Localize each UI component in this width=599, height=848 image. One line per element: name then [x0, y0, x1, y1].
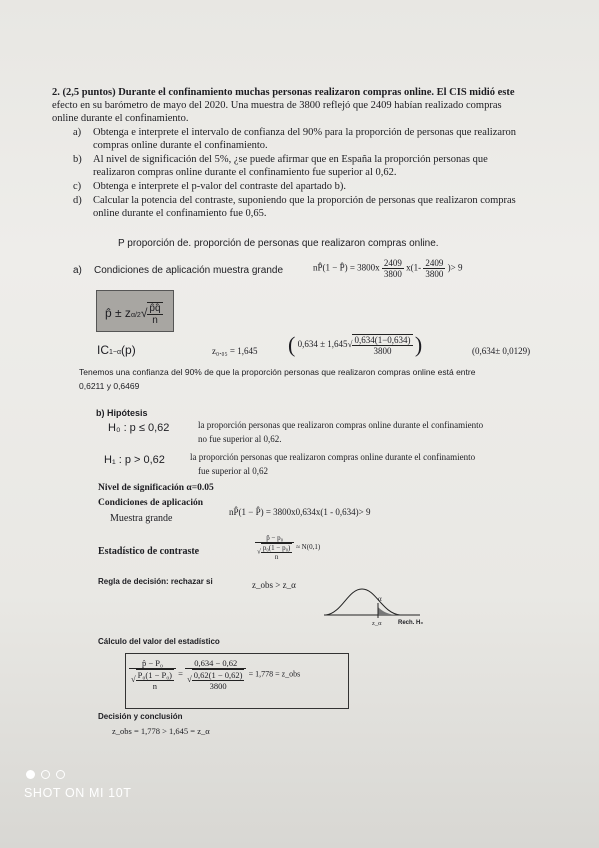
item-d-line1: Calcular la potencia del contraste, suponiendo que la proporción de personas que realizaron compras [93, 195, 516, 206]
curve-reject: Rech. H₀ [398, 620, 424, 626]
conditions-title: Condiciones de aplicación [98, 498, 204, 508]
conditions-formula: nP̂(1 − P̂) = 3800x0,634x(1 - 0,634)> 9 [229, 507, 371, 517]
part-b-label: b) Hipótesis [96, 408, 148, 418]
item-a-line2: compras online durante el confinamiento. [93, 140, 268, 151]
watermark-dot-icon [41, 770, 50, 779]
watermark-dots [26, 766, 71, 784]
significance-level: Nivel de significación α=0.05 [98, 483, 214, 493]
item-d-line2: online durante el confinamiento fue 0,65. [93, 208, 267, 219]
calc-box: p̂ − P₀ √ $\frac{\text{P₀(1 − P₀)}}{n}$ = 0,634 − 0,62 √ $\frac{0,62(1 - 0,62)}{3800}$ = 1,778 = z_obs [125, 653, 349, 709]
statistic-formula: p̂ − p₀ √ $\frac{\text{p₀(1 − p₀)}}{n}$ ≈ N(0,1) [257, 534, 321, 561]
item-a-letter: a) [73, 127, 82, 138]
decision-title: Decisión y conclusión [98, 712, 183, 721]
interpretation-line-2: 0,6211 y 0,6469 [79, 381, 140, 391]
item-b-line1: Al nivel de significación del 5%, ¿se puede afirmar que en España la proporción personas que [93, 154, 488, 165]
ci-formula-box: p̂ ± zα/2√ $\frac{p̂q̂}{n}$ [96, 290, 174, 332]
problem-line-2: efecto en su barómetro de mayo del 2020. Una muestra de 3800 reflejó que 2409 habían realizado compras [52, 100, 502, 111]
h1-text-2: fue superior al 0,62 [198, 466, 268, 476]
h0-text-2: no fue superior al 0,62. [198, 434, 282, 444]
item-a-line1: Obtenga e interprete el intervalo de confianza del 90% para la proporción de personas que realizaron [93, 127, 517, 138]
decision-rule-formula: z_obs > z_α [252, 580, 296, 590]
problem-line-3: online durante el confinamiento. [52, 113, 189, 124]
problem-line-1: 2. (2,5 puntos) Durante el confinamiento muchas personas realizaron compras online. El CIS midió este [52, 87, 515, 98]
interpretation-line-1: Tenemos una confianza del 90% de que la proporción personas que realizaron compras online está entre [79, 367, 476, 377]
watermark-dot-icon [56, 770, 65, 779]
item-b-line2: realizaron compras online durante el confinamiento fue superior al 0,62. [93, 167, 397, 178]
part-a-conditions-text: Condiciones de aplicación muestra grande [94, 265, 284, 276]
part-a-conditions-formula: nP̂(1 − P̂) = 3800x $\frac{2409}{3800}$ x(1- $\frac{2409}{3800}$ )> 9 [313, 258, 463, 279]
ci-result: (0,634± 0,0129) [472, 346, 531, 356]
calc-title: Cálculo del valor del estadístico [98, 637, 220, 646]
conditions-sub: Muestra grande [110, 513, 173, 524]
decision-formula: z_obs = 1,778 > 1,645 = z_α [112, 726, 210, 736]
ci-calculation: ( 0,634 ± 1,645√ $\frac{0,634(1-0,634)}{3800}$ ) [288, 332, 423, 357]
z-value: z₀.₀₅ = 1,645 [212, 346, 258, 356]
h0-text-1: la proporción personas que realizaron compras online durante el confinamiento [198, 420, 484, 430]
variable-definition: P proporción de. proporción de personas que realizaron compras online. [118, 238, 439, 249]
h1-text-1: la proporción personas que realizaron compras online durante el confinamiento [190, 452, 476, 462]
curve-alpha: α [378, 595, 382, 603]
part-a-label: a) [73, 265, 82, 276]
item-c-line1: Obtenga e interprete el p-valor del contraste del apartado b). [93, 181, 347, 192]
decision-rule-label: Regla de decisión: rechazar si [98, 577, 213, 586]
curve-z: z_α [372, 620, 382, 627]
watermark-dot-icon [26, 770, 35, 779]
statistic-label: Estadístico de contraste [98, 546, 200, 557]
item-d-letter: d) [73, 195, 82, 206]
item-c-letter: c) [73, 181, 82, 192]
item-b-letter: b) [73, 154, 82, 165]
h0: H₀ : p ≤ 0,62 [108, 422, 170, 434]
camera-watermark: SHOT ON MI 10T [24, 786, 132, 800]
ic-label: IC1−α(p) [97, 343, 136, 357]
h1: H₁ : p > 0,62 [104, 454, 165, 466]
